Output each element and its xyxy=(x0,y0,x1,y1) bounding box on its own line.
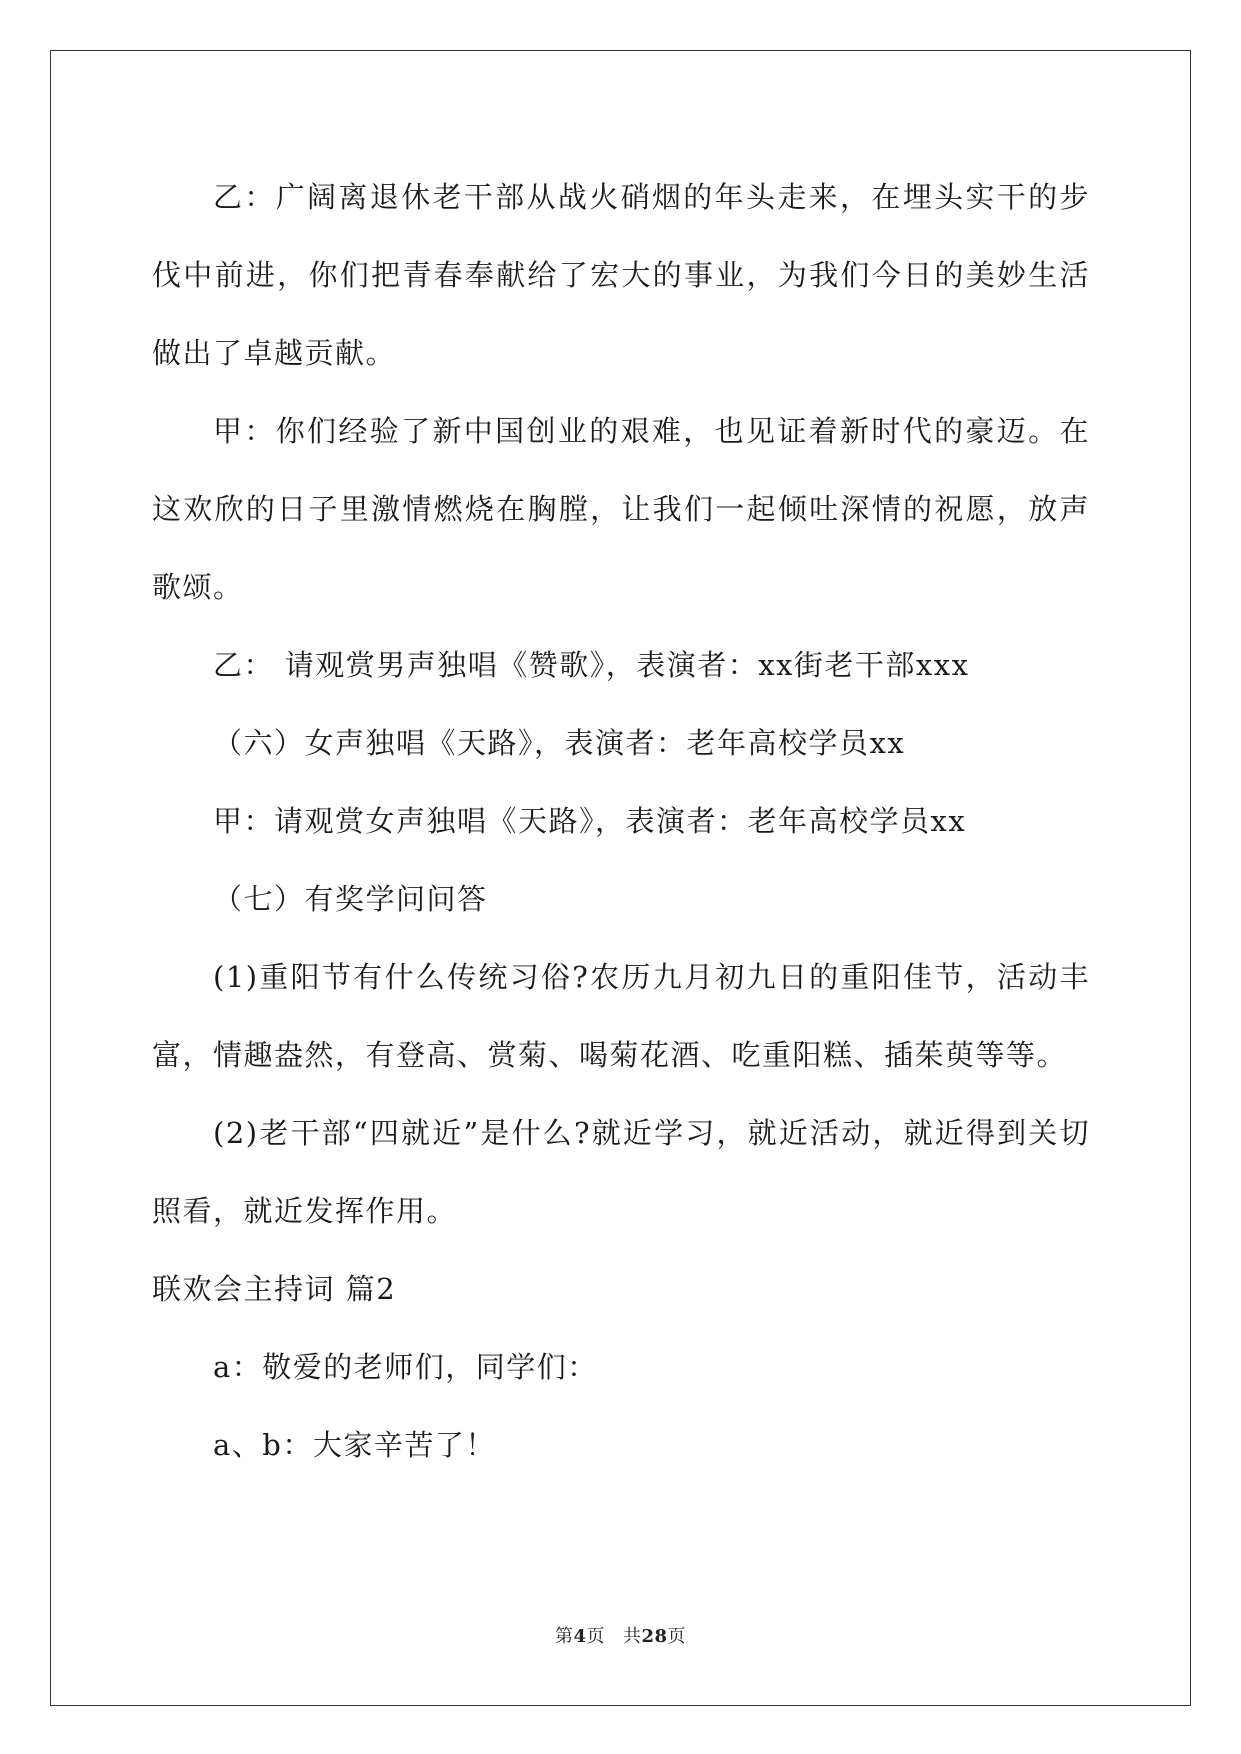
section-heading: 联欢会主持词 篇2 xyxy=(152,1272,397,1306)
paragraph-yi-song: 乙： 请观赏男声独唱《赞歌》，表演者：xx街老干部xxx xyxy=(213,648,970,682)
program-item-6: （六）女声独唱《天路》，表演者：老年高校学员xx xyxy=(213,726,906,760)
paragraph-ab-greeting: a、b：大家辛苦了！ xyxy=(213,1428,496,1462)
footer-page-suffix: 页 xyxy=(586,1626,605,1647)
paragraph-yi-intro: 乙：广阔离退休老干部从战火硝烟的年头走来，在埋头实干的步伐中前进，你们把青春奉献给了宏大的事业，为我们今日的美妙生活做出了卓越贡献。 xyxy=(152,180,1090,370)
footer-total-suffix: 页 xyxy=(667,1626,687,1647)
paragraph-jia-intro: 甲：你们经验了新中国创业的艰难，也见证着新时代的豪迈。在这欢欣的日子里激情燃烧在胸膛，让我们一起倾吐深情的祝愿，放声歌颂。 xyxy=(152,414,1090,604)
quiz-question-1: (1)重阳节有什么传统习俗?农历九月初九日的重阳佳节，活动丰富，情趣盎然，有登高、赏菊、喝菊花酒、吃重阳糕、插茱萸等等。 xyxy=(152,960,1090,1072)
program-item-7: （七）有奖学问问答 xyxy=(213,882,488,916)
paragraph-a-greeting: a：敬爱的老师们，同学们： xyxy=(213,1350,598,1384)
document-body xyxy=(152,158,1090,1484)
footer-total-prefix: 共 xyxy=(622,1626,642,1647)
page-footer xyxy=(0,1622,1241,1648)
footer-page-number: 4 xyxy=(573,1626,587,1647)
footer-page-prefix: 第 xyxy=(554,1626,574,1647)
footer-total-pages: 28 xyxy=(641,1626,668,1647)
paragraph-jia-song: 甲：请观赏女声独唱《天路》，表演者：老年高校学员xx xyxy=(213,804,967,838)
quiz-question-2: (2)老干部“四就近”是什么?就近学习，就近活动，就近得到关切照看，就近发挥作用。 xyxy=(152,1116,1090,1228)
